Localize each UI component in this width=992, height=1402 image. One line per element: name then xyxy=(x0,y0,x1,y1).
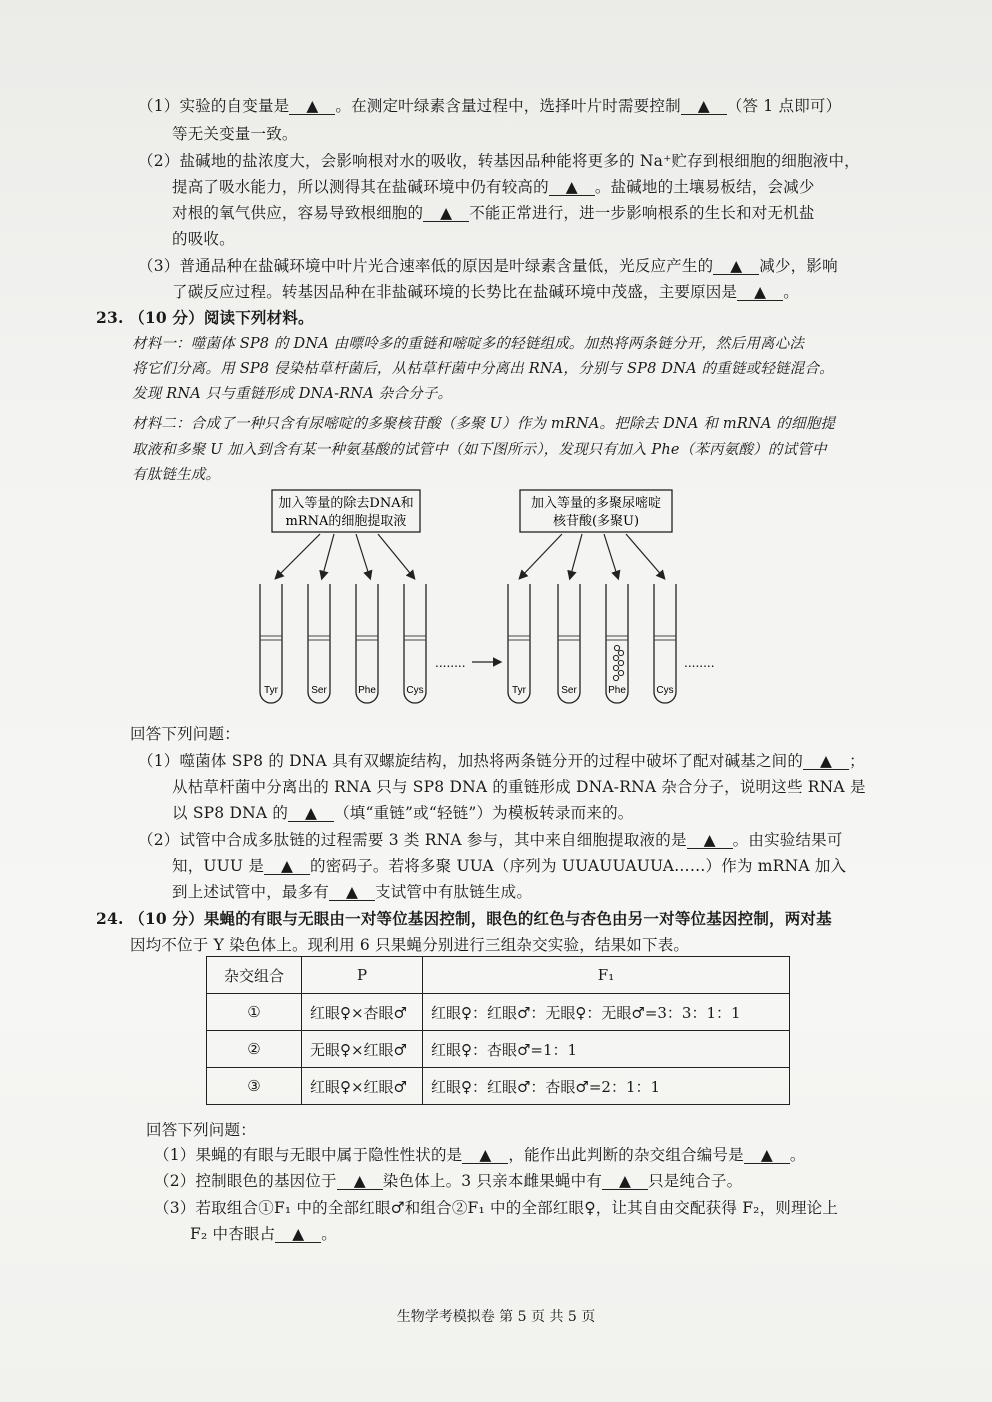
answer-blank[interactable]: ▲ xyxy=(549,179,595,196)
material-2-line-2: 取液和多聚 U 加入到含有某一种氨基酸的试管中（如下图所示），发现只有加入 Phe（苯丙氨酸）的试管中 xyxy=(132,442,827,458)
tube-label-ser-2: Ser xyxy=(561,685,577,696)
table-cell: ② xyxy=(207,1031,302,1068)
peptide-chain xyxy=(613,645,623,680)
cross-results-table xyxy=(206,956,790,1105)
q23-line-3: 以 SP8 DNA 的 ▲ （填“重链”或“轻链”）为模板转录而来的。 xyxy=(172,804,634,822)
experiment-diagram xyxy=(250,486,730,712)
table-cell: ① xyxy=(207,994,302,1031)
answer-blank[interactable]: ▲ xyxy=(681,98,727,115)
q23-line-1: （1）噬菌体 SP8 的 DNA 具有双螺旋结构，加热将两条链分开的过程中破坏了配对碱基之间的 ▲ ； xyxy=(138,752,865,770)
q22-line-5: 对根的氧气供应，容易导致根细胞的 ▲ 不能正常进行，进一步影响根系的生长和对无机盐 xyxy=(172,204,815,222)
q24-heading-1: 24. （10 分）果蝇的有眼与无眼由一对等位基因控制，眼色的红色与杏色由另一对等位基因控制，两对基 xyxy=(96,909,832,928)
table-cell: 红眼♀：红眼♂：杏眼♂=2：1：1 xyxy=(423,1068,790,1105)
table-header: F₁ xyxy=(423,957,790,994)
q24-line-3: （3）若取组合①F₁ 中的全部红眼♂和组合②F₁ 中的全部红眼♀，让其自由交配获得 F₂，则理论上 xyxy=(154,1199,839,1217)
q22-line-1: （1）实验的自变量是 ▲ 。在测定叶绿素含量过程中，选择叶片时需要控制 ▲ （答 1 点即可） xyxy=(138,97,842,115)
table-row xyxy=(207,1068,790,1105)
q22-line-8: 了碳反应过程。转基因品种在非盐碱环境的长势比在盐碱环境中茂盛，主要原因是 ▲ 。 xyxy=(172,283,799,301)
material-2-line-3: 有肽链生成。 xyxy=(132,467,221,483)
table-header: 杂交组合 xyxy=(207,957,302,994)
q23-line-4: （2）试管中合成多肽链的过程需要 3 类 RNA 参与，其中来自细胞提取液的是 ▲ 。由实验结果可 xyxy=(138,831,843,849)
q23-line-2: 从枯草杆菌中分离出的 RNA 只与 SP8 DNA 的重链形成 DNA-RNA 杂合分子，说明这些 RNA 是 xyxy=(172,778,866,796)
q23-line-5: 知，UUU 是 ▲ 的密码子。若将多聚 UUA（序列为 UUAUUAUUA……）作为 mRNA 加入 xyxy=(172,857,847,875)
answer-blank[interactable]: ▲ xyxy=(687,832,733,849)
tube-label-phe: Phe xyxy=(358,685,376,696)
tube-label-cys-2: Cys xyxy=(656,685,674,696)
table-header: P xyxy=(302,957,423,994)
q22-line-4: 提高了吸水能力，所以测得其在盐碱环境中仍有较高的 ▲ 。盐碱地的土壤易板结，会减少 xyxy=(172,178,815,196)
material-1-line-2: 将它们分离。用 SP8 侵染枯草杆菌后，从枯草杆菌中分离出 RNA，分别与 SP8 DNA 的重链或轻链混合。 xyxy=(132,361,834,377)
tube-label-ser: Ser xyxy=(311,685,327,696)
answer-blank[interactable]: ▲ xyxy=(713,258,759,275)
q22-line-6: 的吸收。 xyxy=(172,230,235,248)
answer-blank[interactable]: ▲ xyxy=(462,1147,508,1164)
tube-label-tyr-2: Tyr xyxy=(512,685,526,696)
box1-text-1: 加入等量的除去DNA和 xyxy=(278,496,414,511)
q24-heading-2: 因均不位于 Y 染色体上。现利用 6 只果蝇分别进行三组杂交实验，结果如下表。 xyxy=(130,936,690,954)
q22-line-7: （3）普通品种在盐碱环境中叶片光合速率低的原因是叶绿素含量低，光反应产生的 ▲ 减少，影响 xyxy=(138,257,838,275)
answer-blank[interactable]: ▲ xyxy=(737,284,783,301)
q24-line-4: F₂ 中杏眼占 ▲ 。 xyxy=(190,1225,337,1243)
answer-blank[interactable]: ▲ xyxy=(602,1173,648,1190)
continuation-dots: ........ xyxy=(435,656,466,670)
arrows-left xyxy=(276,534,664,578)
table-row xyxy=(207,994,790,1031)
q23-heading: 23. （10 分）阅读下列材料。 xyxy=(96,308,314,327)
answer-blank[interactable]: ▲ xyxy=(289,98,335,115)
tube-label-cys: Cys xyxy=(406,685,424,696)
q22-line-3: （2）盐碱地的盐浓度大，会影响根对水的吸收，转基因品种能将更多的 Na⁺贮存到根细胞的细胞液中， xyxy=(138,152,860,170)
answer-blank[interactable]: ▲ xyxy=(337,1173,383,1190)
table-header-row xyxy=(207,957,790,994)
table-cell: 红眼♀：红眼♂：无眼♀：无眼♂=3：3：1：1 xyxy=(423,994,790,1031)
answer-blank[interactable]: ▲ xyxy=(288,805,334,822)
box2-text-2: 核苷酸(多聚U) xyxy=(552,514,640,529)
box2-text-1: 加入等量的多聚尿嘧啶 xyxy=(530,496,662,511)
material-1-line-3: 发现 RNA 只与重链形成 DNA-RNA 杂合分子。 xyxy=(132,386,453,402)
page-footer: 生物学考模拟卷 第 5 页 共 5 页 xyxy=(396,1309,596,1325)
material-2-line-1: 材料二：合成了一种只含有尿嘧啶的多聚核苷酸（多聚 U）作为 mRNA。把除去 DNA 和 mRNA 的细胞提 xyxy=(132,416,836,432)
q24-line-1: （1）果蝇的有眼与无眼中属于隐性性状的是 ▲ ，能作出此判断的杂交组合编号是 ▲ 。 xyxy=(154,1146,806,1164)
answer-blank[interactable]: ▲ xyxy=(275,1226,321,1243)
answer-blank[interactable]: ▲ xyxy=(264,858,310,875)
box1-text-2: mRNA的细胞提取液 xyxy=(285,514,407,529)
answer-blank[interactable]: ▲ xyxy=(423,205,469,222)
table-cell: 红眼♀×红眼♂ xyxy=(302,1068,423,1105)
q24-answer-prompt: 回答下列问题： xyxy=(146,1121,256,1139)
table-cell: 红眼♀：杏眼♂=1：1 xyxy=(423,1031,790,1068)
answer-blank[interactable]: ▲ xyxy=(744,1147,790,1164)
answer-blank[interactable]: ▲ xyxy=(803,753,849,770)
tube-label-phe-2: Phe xyxy=(608,685,626,696)
q23-line-6: 到上述试管中，最多有 ▲ 支试管中有肽链生成。 xyxy=(172,883,533,901)
table-row xyxy=(207,1031,790,1068)
table-cell: 无眼♀×红眼♂ xyxy=(302,1031,423,1068)
continuation-dots-2: ........ xyxy=(684,656,715,670)
material-1-line-1: 材料一：噬菌体 SP8 的 DNA 由嘌呤多的重链和嘧啶多的轻链组成。加热将两条链分开，然后用离心法 xyxy=(132,336,805,352)
table-cell: 红眼♀×杏眼♂ xyxy=(302,994,423,1031)
q24-line-2: （2）控制眼色的基因位于 ▲ 染色体上。3 只亲本雌果蝇中有 ▲ 只是纯合子。 xyxy=(154,1172,743,1190)
table-cell: ③ xyxy=(207,1068,302,1105)
liquid-levels xyxy=(260,636,676,640)
tube-label-tyr: Tyr xyxy=(264,685,278,696)
q22-line-2: 等无关变量一致。 xyxy=(172,125,298,143)
answer-blank[interactable]: ▲ xyxy=(329,884,375,901)
q23-answer-prompt: 回答下列问题： xyxy=(130,725,240,743)
